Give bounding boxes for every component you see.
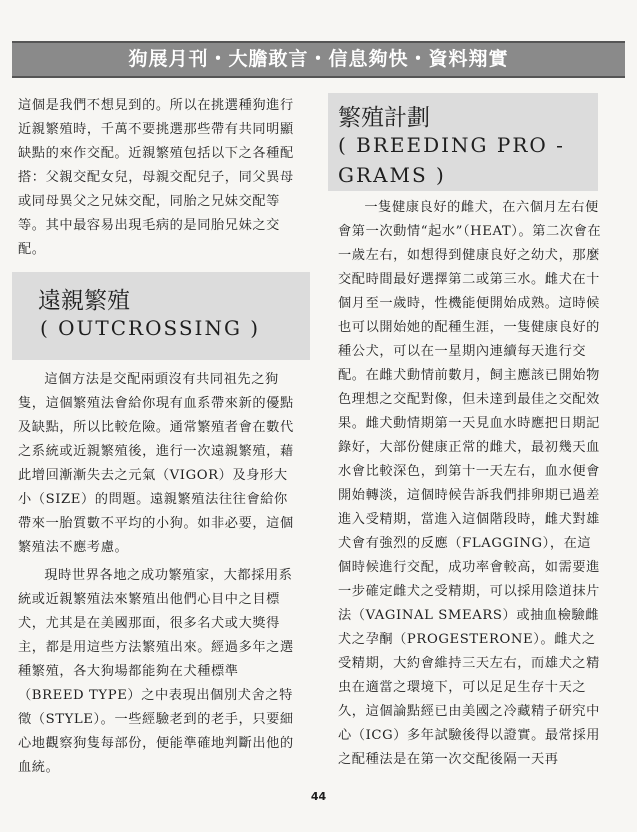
- outcrossing-heading-zh: 遠親繁殖: [38, 288, 130, 314]
- outcrossing-heading-en: ( OUTCROSSING ): [40, 316, 261, 340]
- left-intro: [18, 94, 300, 262]
- page-number: 44: [310, 790, 327, 803]
- breeding-paragraph: 一隻健康良好的雌犬，在六個月左右便會第一次動情“起水”（HEAT）。第二次會在一歲左右，如想得到健康良好之幼犬，那麼交配時間最好選擇第二或第三水。雌犬在十個月至一歲時，性機能便開始成熟。這時候也可以開始她的配種生涯，一隻健康良好的種公犬，可以在一星期內連續每天進行交配。在雌犬動情前數月，飼主應該已開始物色理想之交配對像，但未達到最佳之交配效果。雌犬動情期第一天見血水時應把日期記錄好，大部份健康正常的雌犬，最初幾天血水會比較深色，到第十一天左右，血水便會開始轉淡，這個時候告訴我們排卵期已過差進入受精期，當進入這個階段時，雌犬對雄犬會有強烈的反應（FLAGGING），在這個時候進行交配，成功率會較高，如需要進一步確定雌犬之受精期，可以採用陰道抹片法（VAGINAL SMEARS）或抽血檢驗雌犬之孕酮（PROGESTERONE）。雌犬之受精期，大約會維持三天左右，而雄犬之精虫在適當之環境下，可以足足生存十天之久，這個論點經已由美國之冷藏精子研究中心（ICG）多年試驗後得以證實。最常採用之配種法是在第一次交配後隔一天再: [338, 200, 602, 767]
- right-body: [338, 196, 602, 772]
- breeding-heading-en-line2: GRAMS ): [338, 163, 446, 187]
- left-body: [18, 368, 300, 780]
- outcrossing-paragraph: 這個方法是交配兩頭沒有共同祖先之狗隻，這個繁殖法會給你現有血系帶來新的優點及缺點，所以比較危險。通常繁殖者會在數代之系統或近親繁殖後，進行一次遠親繁殖，藉此增回漸漸失去之元氣（VIGOR）及身形大小（SIZE）的問題。遠親繁殖法往往會給你帶來一胎質數不平均的小狗。如非必要，這個繁殖法不應考慮。: [18, 372, 294, 555]
- breeding-heading-en-line1: ( BREEDING PRO -: [338, 133, 565, 157]
- breeders-paragraph: 現時世界各地之成功繁殖家，大都採用系統或近親繁殖法來繁殖出他們心目中之目標犬，尤其是在美國那面，很多名犬或大獎得主，都是用這些方法繁殖出來。經過多年之選種繁殖，各大狗場都能夠在犬種標準（BREED TYPE）之中表現出個別犬舍之特徵（STYLE）。一些經驗老到的老手，只要細心地觀察狗隻每部份，便能準確地判斷出他的血統。: [18, 568, 294, 775]
- outcrossing-heading-box: [12, 272, 310, 360]
- masthead-banner: 狗展月刊・大膽敢言・信息夠快・資料翔實: [12, 41, 625, 78]
- breeding-programs-heading-box: [328, 93, 598, 191]
- intro-paragraph: 這個是我們不想見到的。所以在挑選種狗進行近親繁殖時，千萬不要挑選那些帶有共同明顯缺點的來作交配。近親繁殖包括以下之各種配搭：父親交配女兒，母親交配兒子，同父異母或同母異父之兄妹交配，同胎之兄妹交配等等。其中最容易出現毛病的是同胎兄妹之交配。: [18, 98, 294, 257]
- breeding-heading-zh: 繁殖計劃: [338, 105, 430, 131]
